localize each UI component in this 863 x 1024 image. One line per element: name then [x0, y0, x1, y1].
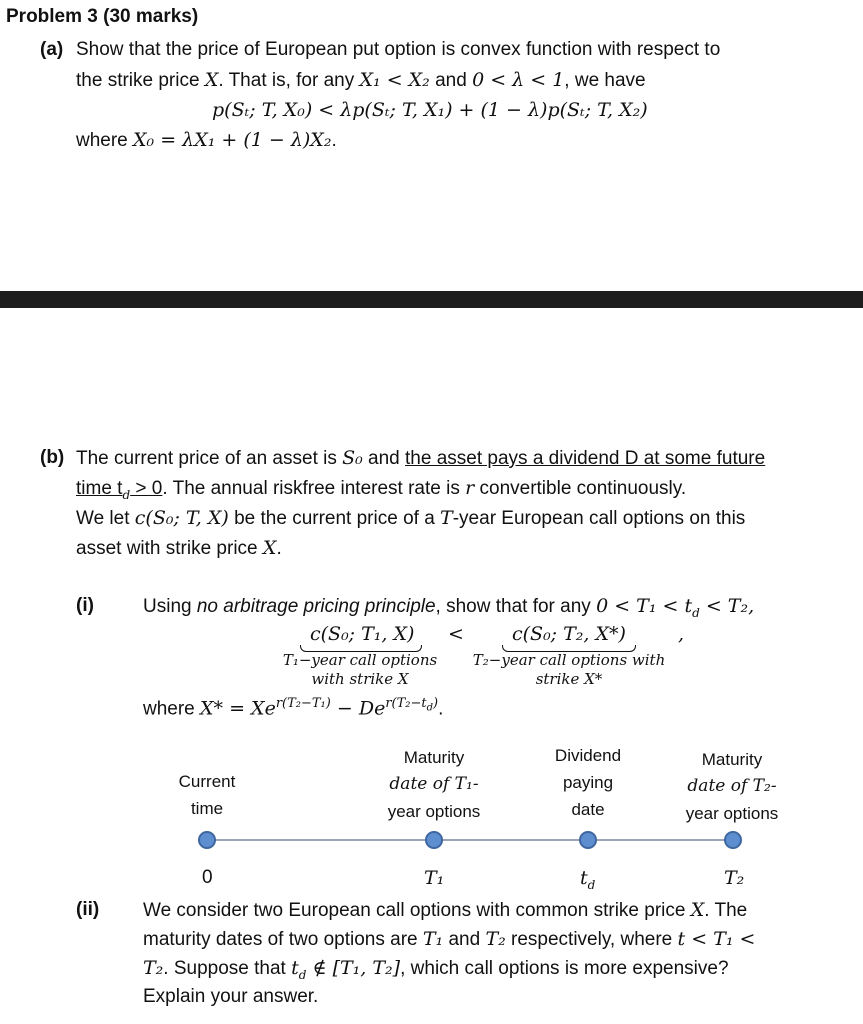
part-b-line1-underlined: the asset pays a dividend D at some future [405, 448, 766, 469]
timeline-dot-dividend [579, 831, 597, 849]
part-i-intro-mid: , show that for any [435, 596, 597, 617]
timeline-tick-td [580, 864, 595, 899]
part-b-line2-r: r [465, 477, 475, 499]
part-i-less: < [448, 623, 464, 645]
part-i-intro-math2: < T₂, [699, 595, 755, 617]
part-b-line2-underlined [76, 478, 163, 502]
part-ii-line3-cond: ∉ [T₁, T₂] [306, 957, 401, 979]
part-i-intro-italic: no arbitrage pricing principle [196, 596, 436, 617]
part-i-where-exp2-end: ) [433, 696, 439, 711]
part-b-line4-X: X [262, 537, 277, 559]
part-ii-line4: Explain your answer. [143, 986, 319, 1007]
part-b-line1-prefix: The current price of an asset is [76, 448, 343, 469]
timeline-label-dividend-line2: paying [562, 773, 614, 792]
part-i-where-end: . [438, 698, 444, 720]
part-ii-line3-T2: T₂ [143, 957, 164, 979]
timeline-label-dividend [538, 742, 638, 823]
part-i-rhs-note-line1: T₂−year call options with [472, 651, 666, 669]
timeline-label-t2-line2: date of T₂- [687, 776, 777, 796]
part-a-line2-and: and [429, 70, 473, 91]
part-b-label: (b) [40, 447, 65, 468]
part-i-where-exp2-sub: d [426, 702, 434, 714]
part-b-line4-prefix: asset with strike price [76, 538, 263, 559]
part-a-label: (a) [40, 39, 64, 60]
part-a-line2-prefix: the strike price [76, 70, 205, 91]
part-a-formula: p(Sₜ; T, X₀) < λp(Sₜ; T, X₁) + (1 − λ)p(Sₜ; T, X₂) [212, 99, 648, 121]
part-ii-line2 [143, 925, 755, 954]
timeline-tick-td-sub: d [587, 877, 596, 892]
part-b-line1-mid: and [362, 448, 406, 469]
part-i-where-exp2-main: r(T₂−t [385, 696, 427, 711]
timeline-dot-t2 [724, 831, 742, 849]
part-ii-line2-prefix: maturity dates of two options are [143, 929, 423, 950]
part-b-line2-end: convertible continuously. [474, 478, 687, 499]
part-a-where [76, 126, 337, 155]
part-i-intro-math: 0 < T₁ < t [596, 595, 693, 617]
part-a-where-math: X₀ = λX₁ + (1 − λ)X₂ [133, 129, 332, 151]
part-b-line3 [76, 504, 745, 533]
part-b-line1-s0: S₀ [342, 447, 363, 469]
timeline-label-current-line1: Current [178, 772, 236, 791]
part-b-line4 [76, 534, 282, 563]
part-ii-line1-prefix: We consider two European call options with common strike price [143, 900, 691, 921]
part-b-line3-end: -year European call options on this [452, 508, 746, 529]
timeline-tick-0: 0 [202, 867, 213, 888]
timeline-axis [207, 839, 733, 841]
part-ii-line2-mid: respectively, where [505, 929, 678, 950]
part-ii-line3-end: , which call options is more expensive? [400, 958, 729, 979]
part-a-line2-lambda: 0 < λ < 1 [472, 69, 565, 91]
part-i-where-exp1: r(T₂−T₁) [275, 696, 331, 711]
part-i-rhs-note-line2: strike X* [535, 670, 603, 688]
part-ii-line2-cond: t < T₁ < [677, 928, 756, 950]
part-b-line2-sub: d [122, 487, 131, 502]
timeline-tick-t1: T₁ [424, 867, 445, 889]
part-b-line3-mid: be the current price of a [228, 508, 441, 529]
part-i-where [143, 690, 443, 723]
part-i-where-math: X* = Xe [200, 697, 276, 720]
part-i-where-prefix: where [143, 698, 201, 720]
part-ii-label: (ii) [76, 899, 100, 920]
part-a-line2-tail: , we have [564, 70, 646, 91]
part-a-line2-condition: X₁ < X₂ [359, 69, 430, 91]
part-i-intro-sub: d [692, 605, 700, 620]
problem-title: Problem 3 (30 marks) [6, 6, 199, 27]
timeline-dot-current [198, 831, 216, 849]
part-ii-line1 [143, 896, 747, 925]
timeline-label-current [157, 768, 257, 822]
part-ii-line1-end: . The [704, 900, 748, 921]
part-ii-line3-td: t [291, 957, 299, 979]
part-i-comma: , [678, 623, 685, 645]
part-i-intro-prefix: Using [143, 596, 197, 617]
timeline-label-t1-line2: date of T₁- [389, 774, 479, 794]
timeline-label-t2-line1: Maturity [701, 750, 763, 769]
part-b-line2-time: time t [76, 478, 123, 499]
timeline-label-current-line2: time [190, 799, 224, 818]
part-i-label: (i) [76, 595, 94, 616]
part-a-where-prefix: where [76, 130, 134, 151]
timeline-dot-t1 [425, 831, 443, 849]
part-b-line1 [76, 444, 765, 473]
timeline-tick-t2: T₂ [724, 867, 745, 889]
part-i-lhs-note-line1: T₁−year call options [282, 651, 438, 669]
timeline-label-dividend-line3: date [571, 800, 605, 819]
timeline-label-t1-line1: Maturity [403, 748, 465, 767]
part-b-line3-prefix: We let [76, 508, 135, 529]
part-b-line3-T: T [440, 507, 453, 529]
part-i-lhs-expr: c(S₀; T₁, X) [310, 623, 415, 645]
part-ii-line2-T2: T₂ [485, 928, 506, 950]
section-divider [0, 291, 863, 308]
part-a-line1: Show that the price of European put option is convex function with respect to [76, 39, 721, 60]
timeline-label-t1-line3: year options [387, 802, 481, 821]
part-a-line2 [76, 66, 646, 95]
part-ii-line3-td-sub: d [298, 967, 307, 982]
part-b-line2-underlined-tail: > 0 [130, 478, 163, 499]
timeline-label-t2-line3: year options [685, 804, 779, 823]
timeline-label-t2 [664, 746, 800, 827]
part-a-line2-math: X [204, 69, 219, 91]
part-ii-line1-X: X [690, 899, 705, 921]
part-ii-line3-mid: . Suppose that [163, 958, 292, 979]
part-b-line4-end: . [276, 538, 282, 559]
part-a-where-end: . [331, 130, 337, 151]
timeline-label-t1 [366, 744, 502, 825]
part-ii-line2-and: and [443, 929, 486, 950]
part-i-where-exp2 [385, 696, 439, 714]
timeline-tick-td-main: t [580, 867, 588, 889]
part-i-rhs-expr: c(S₀; T₂, X*) [512, 623, 626, 645]
timeline-label-dividend-line1: Dividend [554, 746, 622, 765]
part-i-where-mid: − De [330, 697, 386, 720]
part-b-line2-rest: . The annual riskfree interest rate is [162, 478, 466, 499]
part-a-line2-suffix: . That is, for any [218, 70, 360, 91]
part-b-line3-math: c(S₀; T, X) [134, 507, 229, 529]
part-i-lhs-note-line2: with strike X [311, 670, 409, 688]
part-ii-line2-T1: T₁ [422, 928, 444, 950]
